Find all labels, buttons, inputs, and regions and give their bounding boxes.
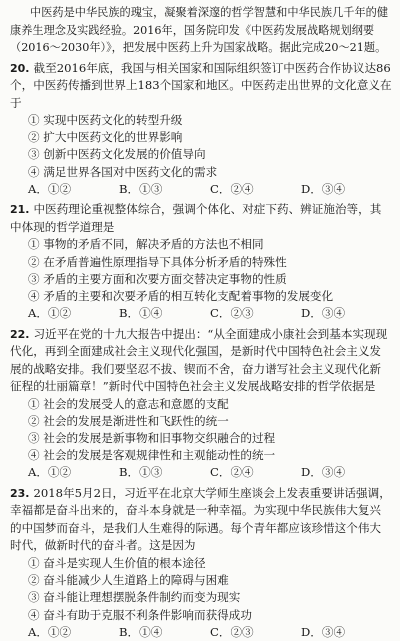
statement: ④ 奋斗有助于克服不利条件影响而获得成功 [28, 607, 252, 622]
choice-c: C．②③ [210, 306, 254, 321]
answer-choices [10, 624, 392, 641]
statement: ① 实现中医药文化的转型升级 [28, 113, 183, 127]
question-23 [10, 485, 392, 641]
answer-choices [10, 305, 392, 323]
choice-d: D．③④ [301, 181, 346, 196]
choice-a: A．①② [28, 306, 72, 321]
question-stem [10, 326, 392, 396]
answer-choices [10, 464, 392, 482]
statement: ① 社会的发展受人的意志和意愿的支配 [28, 396, 229, 411]
choice-c: C．②③ [210, 624, 254, 639]
question-text: 习近平在党的十九大报告中提出：“从全面建成小康社会到基本实现现代化，再到全面建成社会主义现代化强国，是新时代中国特色社会主义发展的战略安排。我们要坚忍不拔、锲而不舍，奋力谱写社会主义现代化新征程的壮丽篇章！”新时代中国特色社会主义发展战略安排的哲学依据是 [10, 326, 388, 394]
question-text: 2018年5月2日，习近平在北京大学师生座谈会上发表重要讲话强调，幸福都是奋斗出来的，奋斗本身就是一种幸福。为实现中华民族伟大复兴的中国梦而奋斗，是我们人生难得的际遇。每个青年都应该珍惜这个伟大时代，做新时代的奋斗者。这是因为 [10, 485, 391, 553]
statement: ② 奋斗能减少人生道路上的障碍与困难 [28, 573, 229, 588]
statement: ③ 矛盾的主要方面和次要方面交替决定事物的性质 [28, 271, 287, 286]
answer-choices [10, 181, 392, 199]
statement: ② 社会的发展是渐进性和飞跃性的统一 [28, 413, 229, 428]
intro-text: 中医药是中华民族的瑰宝，凝聚着深邃的哲学智慧和中华民族几千年的健康养生理念及实践经验。2016年，国务院印发《中医药发展战略规划纲要（2016～2030年）》，把发展中医药上升为国家战略。据此完成20～21题。 [10, 6, 389, 54]
statement: ④ 矛盾的主要和次要矛盾的相互转化支配着事物的发展变化 [28, 288, 334, 303]
statement-list [10, 112, 392, 181]
statement-list [10, 396, 392, 465]
question-stem [10, 485, 392, 555]
statement: ② 在矛盾普遍性原理指导下具体分析矛盾的特殊性 [28, 254, 287, 269]
statement: ① 奋斗是实现人生价值的根本途径 [28, 555, 206, 570]
choice-b: B．①④ [119, 624, 163, 639]
choice-b: B．①③ [119, 181, 163, 196]
statement: ④ 满足世界各国对中医药文化的需求 [28, 164, 218, 179]
question-stem [10, 60, 392, 113]
question-number: 22. [10, 327, 30, 341]
choice-c: C．②④ [210, 181, 254, 196]
statement: ③ 创新中医药文化发展的价值导向 [28, 147, 206, 162]
choice-c: C．②④ [210, 465, 254, 480]
statement: ② 扩大中医药文化的世界影响 [28, 130, 183, 145]
choice-a: A．①② [28, 624, 72, 639]
choice-d: D．③④ [301, 306, 346, 321]
statement: ① 事物的矛盾不同，解决矛盾的方法也不相同 [28, 237, 264, 252]
choice-d: D．③④ [301, 465, 346, 480]
question-20 [10, 60, 392, 199]
question-stem [10, 201, 392, 236]
question-number: 21. [10, 203, 30, 217]
intro-passage [10, 4, 392, 57]
statement-list [10, 555, 392, 624]
question-number: 20. [10, 61, 30, 75]
choice-a: A．①② [28, 181, 72, 196]
statement: ③ 奋斗能让理想摆脱条件制约而变为现实 [28, 590, 241, 605]
question-text: 截至2016年底，我国与相关国家和国际组织签订中医药合作协议达86个，中医药传播到世界上183个国家和地区。中医药走出世界的文化意义在于 [10, 60, 392, 110]
statement: ③ 社会的发展是新事物和旧事物交织融合的过程 [28, 431, 276, 446]
choice-a: A．①② [28, 465, 72, 480]
choice-d: D．③④ [301, 624, 346, 639]
question-number: 23. [10, 486, 30, 500]
question-text: 中医药理论重视整体综合，强调个体化、对症下药、辨证施治等，其中体现的哲学道理是 [10, 202, 382, 234]
question-22 [10, 326, 392, 482]
question-21 [10, 201, 392, 322]
choice-b: B．①③ [119, 465, 163, 480]
statement-list [10, 236, 392, 305]
choice-b: B．①④ [119, 306, 163, 321]
statement: ④ 社会的发展是客观规律性和主观能动性的统一 [28, 448, 276, 463]
